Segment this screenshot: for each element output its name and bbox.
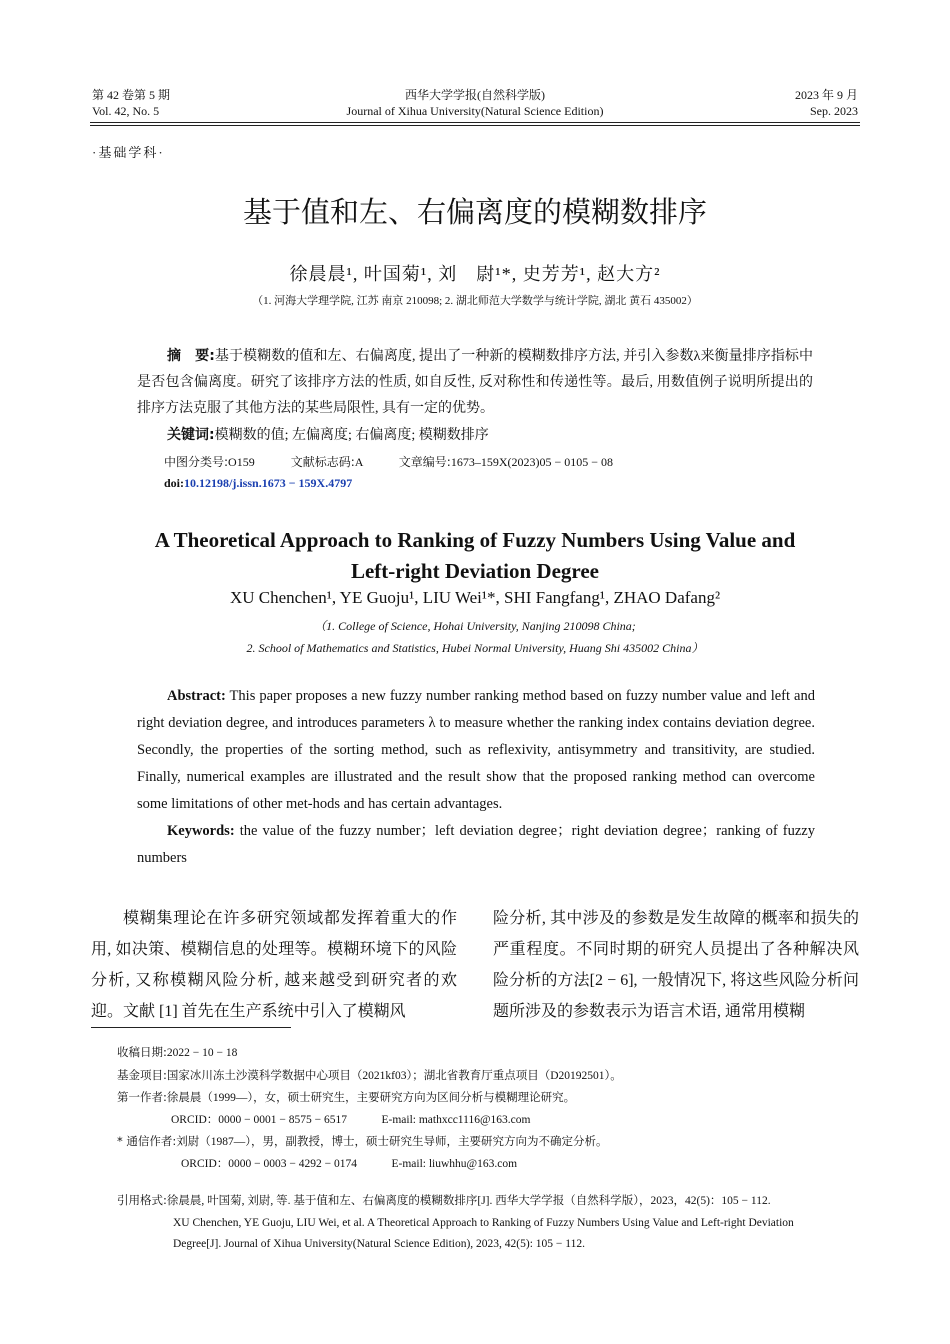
- doc-code-value: A: [354, 455, 363, 469]
- body-column-left: 模糊集理论在许多研究领域都发挥着重大的作用, 如决策、模糊信息的处理等。模糊环境下的风险分析, 又称模糊风险分析, 越来越受到研究者的欢迎。文献 [1] 首先在生产系统中引入了模糊风: [91, 910, 457, 1020]
- citation-en-line1: XU Chenchen, YE Guoju, LIU Wei, et al. A Theoretical Approach to Ranking of Fuzzy Numbers Using Value and Left-right Deviation: [173, 1216, 794, 1229]
- keywords-en: [137, 818, 815, 872]
- article-no-value: 1673–159X(2023)05 − 0105 − 08: [450, 455, 614, 469]
- received-date: 收稿日期:2022 − 10 − 18: [117, 1045, 238, 1059]
- affiliation-en: [0, 615, 950, 659]
- title-en-line2: Left-right Deviation Degree: [350, 559, 600, 583]
- keywords-cn-text: 模糊数的值; 左偏离度; 右偏离度; 模糊数排序: [214, 428, 489, 443]
- authors-en: XU Chenchen¹, YE Guoju¹, LIU Wei¹*, SHI Fangfang¹, ZHAO Dafang²: [229, 588, 721, 607]
- affiliation-en-line1: （1. College of Science, Hohai University, Nanjing 210098 China;: [314, 619, 636, 633]
- abstract-cn-text: 基于模糊数的值和左、右偏离度, 提出了一种新的模糊数排序方法, 并引入参数λ来衡量排序指标中是否包含偏离度。研究了该排序方法的性质, 如自反性, 反对称性和传递性等。最后, 用数值例子说明所提出的排序方法克服了其他方法的某些局限性, 具有一定的优势。: [137, 349, 813, 416]
- fund-info: 基金项目:国家冰川冻土沙漠科学数据中心项目（2021kf03）；湖北省教育厅重点项目（D20192501）。: [117, 1067, 622, 1082]
- journal-name-cn: 西华大学学报(自然科学版): [405, 88, 545, 102]
- doi-label: doi:: [164, 476, 185, 490]
- doc-code-label: 文献标志码:: [290, 455, 355, 469]
- first-author: 第一作者:徐晨晨（1999—），女，硕士研究生，主要研究方向为区间分析与模糊理论研究。: [117, 1090, 576, 1104]
- citation-en-line2: Degree[J]. Journal of Xihua University(Natural Science Edition), 2023, 42(5): 105 − 112.: [173, 1238, 585, 1250]
- corresponding-author-orcid: ORCID：0000 − 0003 − 4292 − 0174 E-mail: liuwhhu@163.com: [181, 1157, 518, 1170]
- affiliation-cn: （1. 河海大学理学院, 江苏 南京 210098; 2. 湖北师范大学数学与统计学院, 湖北 黄石 435002）: [252, 295, 698, 307]
- footnotes: [117, 1042, 862, 1175]
- citation-label: 引用格式:: [117, 1193, 167, 1207]
- footnote-rule: [91, 1027, 291, 1028]
- header-center: [275, 87, 675, 119]
- section-label: ·基础学科·: [92, 145, 165, 160]
- article-no-label: 文章编号:: [398, 455, 451, 469]
- volume-issue-cn: 第 42 卷第 5 期: [92, 88, 171, 102]
- classification-line: [164, 453, 613, 470]
- keywords-cn-label: 关键词:: [167, 427, 215, 443]
- title-cn: 基于值和左、右偏离度的模糊数排序: [242, 195, 707, 229]
- citation-cn: 引用格式:徐晨晨, 叶国菊, 刘尉, 等. 基于值和左、右偏离度的模糊数排序[J]. 西华大学学报（自然科学版），2023，42(5)：105 − 112.: [117, 1193, 771, 1207]
- header-left: [92, 87, 170, 119]
- date-en: Sep. 2023: [810, 104, 858, 118]
- doi-line: [164, 476, 352, 491]
- abstract-cn-label: 摘 要:: [167, 348, 215, 364]
- keywords-cn: [167, 424, 489, 444]
- title-en-line1: A Theoretical Approach to Ranking of Fuzzy Numbers Using Value and: [154, 528, 796, 552]
- abstract-en-text: This paper proposes a new fuzzy number ranking method based on fuzzy number value and left and right deviation degree, and introduces parameters λ to measure whether the ranking index contains deviation degree. Secondly, the properties of the sorting method, such as reflexivity, antisymmetry and transitivity, are studied. Finally, numerical examples are illustrated and the result show that the proposed ranking method can overcome some limitations of other met-hods and has certain advantages.: [137, 688, 815, 812]
- abstract-cn: [137, 343, 813, 422]
- journal-name-en: Journal of Xihua University(Natural Science Edition): [346, 104, 604, 118]
- first-author-orcid: ORCID：0000 − 0001 − 8575 − 6517 E-mail: mathxcc1116@163.com: [171, 1113, 531, 1126]
- header-rule-2: [90, 125, 860, 126]
- authors-cn: 徐晨晨¹, 叶国菊¹, 刘 尉¹*, 史芳芳¹, 赵大方²: [289, 264, 661, 284]
- citation: [117, 1190, 865, 1256]
- clc-value: O159: [228, 455, 255, 469]
- abstract-en: [137, 683, 815, 818]
- date-cn: 2023 年 9 月: [794, 88, 858, 102]
- doi-link[interactable]: 10.12198/j.issn.1673 − 159X.4797: [184, 476, 353, 490]
- header-rule: [90, 122, 860, 123]
- clc-label: 中图分类号:: [164, 455, 229, 469]
- volume-issue-en: Vol. 42, No. 5: [92, 104, 160, 118]
- title-en: [0, 525, 950, 587]
- affiliation-en-line2: 2. School of Mathematics and Statistics, Hubei Normal University, Huang Shi 435002 China）: [246, 641, 704, 655]
- corresponding-author: * 通信作者:刘尉（1987—），男，副教授，博士，硕士研究生导师，主要研究方向为不确定分析。: [117, 1134, 608, 1148]
- abstract-en-label: Abstract:: [167, 688, 226, 704]
- keywords-en-text: the value of the fuzzy number；left deviation degree；right deviation degree；ranking of fuzzy numbers: [137, 823, 815, 866]
- body-column-right: 险分析, 其中涉及的参数是发生故障的概率和损失的严重程度。不同时期的研究人员提出了各种解决风险分析的方法[2 − 6], 一般情况下, 将这些风险分析问题所涉及的参数表示为语言术语, 通常用模糊: [493, 910, 859, 1020]
- header-right: [795, 87, 858, 119]
- keywords-en-label: Keywords:: [167, 823, 235, 839]
